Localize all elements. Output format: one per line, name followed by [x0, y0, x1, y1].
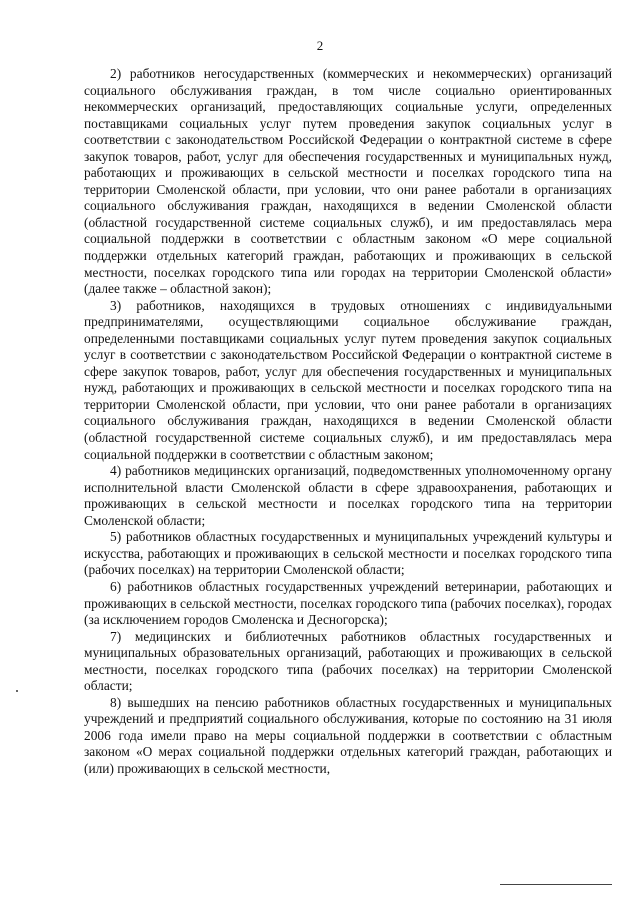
paragraph-item-5: 5) работников областных государственных и муниципальных учреждений культуры и искусства, работающих и проживающих в сельской местности и поселках городского типа (рабочих поселках) на территории Смоленской области;: [84, 529, 612, 578]
paragraph-item-4: 4) работников медицинских организаций, подведомственных уполномоченному органу исполнительной власти Смоленской области в сфере здравоохранения, работающих и проживающих в сельской местности и поселках городского типа на территории Смоленской области;: [84, 463, 612, 528]
scan-mark: [16, 690, 18, 692]
paragraph-item-3: 3) работников, находящихся в трудовых отношениях с индивидуальными предпринимателями, осуществляющими социальное обслуживание граждан, определенными поставщиками социальных услуг путем проведения закупок социальных услуг в соответствии с законодательством Российской Федерации о контрактной системе в сфере закупок товаров, работ, услуг для обеспечения государственных и муниципальных нужд, работающих и проживающих в сельской местности и поселках городского типа на территории Смоленской области, при условии, что они ранее работали в организациях социального обслуживания граждан, находящихся в ведении Смоленской области (областной государственной системе социальных служб), и им предоставлялась мера социальной поддержки в соответствии с областным законом;: [84, 297, 612, 462]
footer-rule: [500, 884, 612, 885]
page-number: 2: [316, 38, 324, 53]
document-body: [84, 66, 612, 778]
paragraph-item-2: 2) работников негосударственных (коммерческих и некоммерческих) организаций социального обслуживания граждан, в том числе социально ориентированных некоммерческих организаций, предоставляющих социальные услуги, определенных поставщиками социальных услуг путем проведения закупок социальных услуг в соответствии с законодательством Российской Федерации о контрактной системе в сфере закупок товаров, работ, услуг для обеспечения государственных и муниципальных нужд, работающих и проживающих в сельской местности и поселках городского типа на территории Смоленской области, при условии, что они ранее работали в организациях социального обслуживания граждан, находящихся в ведении Смоленской области (областной государственной системе социальных служб), и им предоставлялась мера социальной поддержки в соответствии с областным законом «О мере социальной поддержки отдельных категорий граждан, работающих и проживающих в сельской местности, поселках городского типа или городах на территории Смоленской области» (далее также – областной закон);: [84, 66, 612, 297]
paragraph-item-7: 7) медицинских и библиотечных работников областных государственных и муниципальных образовательных организаций, работающих и проживающих в сельской местности, поселках городского типа (рабочих поселках) на территории Смоленской области;: [84, 628, 612, 694]
paragraph-item-6: 6) работников областных государственных учреждений ветеринарии, работающих и проживающих в сельской местности, поселках городского типа (рабочих поселках), городах (за исключением городов Смоленска и Десногорска);: [84, 578, 612, 628]
paragraph-item-8: 8) вышедших на пенсию работников областных государственных и муниципальных учреждений и предприятий социального обслуживания, которые по состоянию на 31 июля 2006 года имели право на меры социальной поддержки в соответствии с областным законом «О мерах социальной поддержки отдельных категорий граждан, работающих и (или) проживающих в сельской местности,: [84, 694, 612, 776]
